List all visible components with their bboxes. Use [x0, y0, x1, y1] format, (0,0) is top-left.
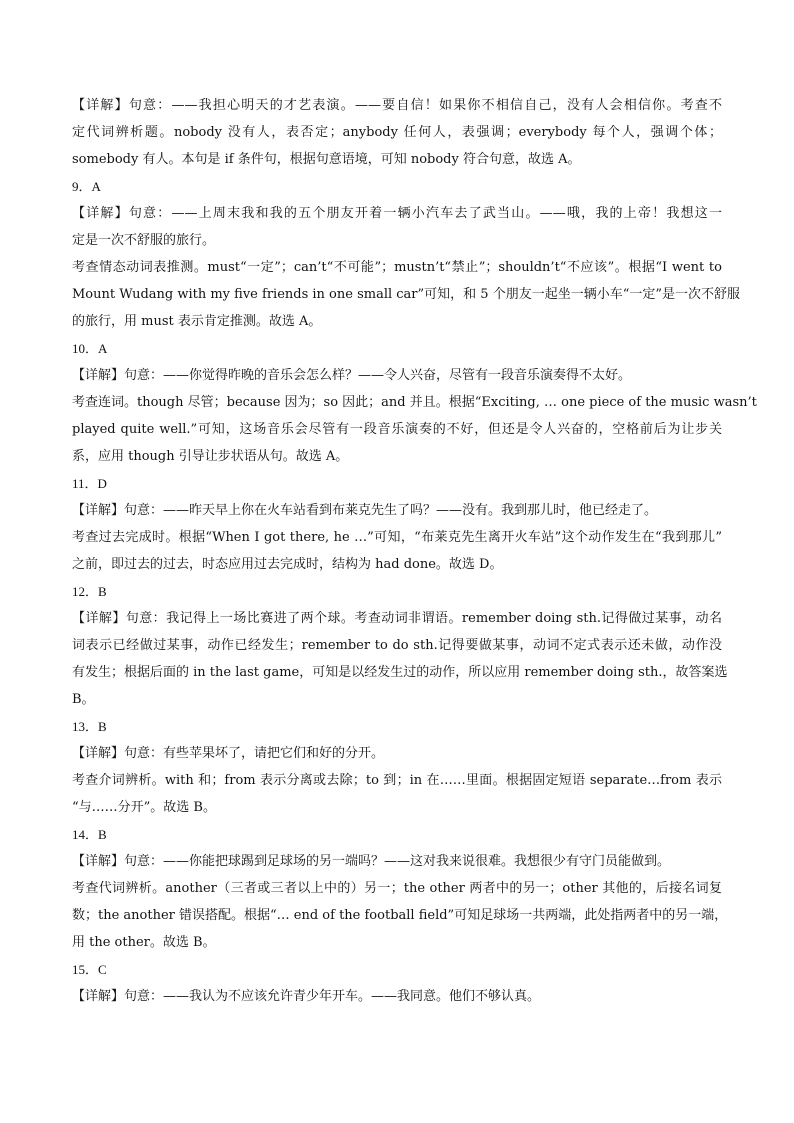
explanation-line: B。 — [72, 692, 95, 707]
question-number: 11．D — [72, 476, 107, 491]
explanation-line: 词表示已经做过某事，动作已经发生；remember to do sth.记得要做某事，动词不定式表示还未做，动作没 — [72, 638, 722, 653]
question-number: 13．B — [72, 719, 107, 734]
explanation-line: 【详解】句意：——我认为不应该允许青少年开车。——我同意。他们不够认真。 — [72, 989, 541, 1004]
explanation-paragraph — [72, 983, 722, 1010]
explanation-line: Mount Wudang with my five friends in one small car”可知，和 5 个朋友一起坐一辆小车“一定”是一次不舒服 — [72, 287, 740, 302]
explanation-paragraph — [72, 497, 722, 578]
explanation-line: somebody 有人。本句是 if 条件句，根据句意语境，可知 nobody 符合句意，故选 A。 — [72, 152, 581, 167]
explanation-line: 【详解】句意：我记得上一场比赛进了两个球。考查动词非谓语。remember doing sth.记得做过某事，动名 — [72, 611, 722, 626]
explanation-line: 【详解】句意：——我担心明天的才艺表演。——要自信！如果你不相信自己，没有人会相信你。考查不 — [72, 98, 722, 113]
explanation-line: “与……分开”。故选 B。 — [72, 800, 216, 815]
question-number: 12．B — [72, 584, 107, 599]
explanation-paragraph — [72, 362, 757, 470]
explanation-paragraph — [72, 200, 740, 335]
explanation-paragraph — [72, 848, 728, 956]
explanation-line: played quite well.”可知，这场音乐会尽管有一段音乐演奏的不好，但还是令人兴奋的，空格前后为让步关 — [72, 422, 722, 437]
explanation-line: 考查情态动词表推测。must“一定”；can’t“不可能”；mustn’t“禁止”；shouldn’t“不应该”。根据“I went to — [72, 260, 722, 275]
answer-explanations-page — [72, 92, 757, 1010]
explanation-line: 【详解】句意：——你觉得昨晚的音乐会怎么样？——令人兴奋，尽管有一段音乐演奏得不太好。 — [72, 368, 632, 383]
explanation-line: 用 the other。故选 B。 — [72, 935, 216, 950]
question-number: 14．B — [72, 827, 107, 842]
question-number: 15．C — [72, 962, 107, 977]
explanation-line: 有发生；根据后面的 in the last game，可知是以经发生过的动作，所以应用 remember doing sth.，故答案选 — [72, 665, 728, 680]
explanation-line: 考查连词。though 尽管；because 因为；so 因此；and 并且。根据“Exciting, … one piece of the music wasn’t — [72, 395, 757, 410]
explanation-line: 定代词辨析题。nobody 没有人，表否定；anybody 任何人，表强调；everybody 每个人，强调个体； — [72, 125, 722, 140]
explanation-line: 考查介词辨析。with 和；from 表示分离或去除；to 到；in 在……里面。根据固定短语 separate…from 表示 — [72, 773, 722, 788]
explanation-line: 【详解】句意：——昨天早上你在火车站看到布莱克先生了吗？——没有。我到那儿时，他已经走了。 — [72, 503, 658, 518]
explanation-line: 【详解】句意：——上周末我和我的五个朋友开着一辆小汽车去了武当山。——哦，我的上帝！我想这一 — [72, 206, 722, 221]
explanation-line: 考查代词辨析。another（三者或三者以上中的）另一；the other 两者中的另一；other 其他的，后接名词复 — [72, 881, 722, 896]
explanation-paragraph — [72, 92, 722, 173]
explanation-line: 之前，即过去的过去，时态应用过去完成时，结构为 had done。故选 D。 — [72, 557, 503, 572]
explanation-line: 【详解】句意：——你能把球踢到足球场的另一端吗？——这对我来说很难。我想很少有守门员能做到。 — [72, 854, 671, 869]
explanation-line: 系，应用 though 引导让步状语从句。故选 A。 — [72, 449, 349, 464]
question-number: 9．A — [72, 179, 101, 194]
explanation-line: 数；the another 错误搭配。根据“… end of the football field”可知足球场一共两端，此处指两者中的另一端， — [72, 908, 728, 923]
explanation-line: 考查过去完成时。根据“When I got there, he …”可知，“布莱克先生离开火车站”这个动作发生在“我到那儿” — [72, 530, 722, 545]
explanation-line: 【详解】句意：有些苹果坏了，请把它们和好的分开。 — [72, 746, 385, 761]
explanation-paragraph — [72, 740, 722, 821]
explanation-line: 的旅行，用 must 表示肯定推测。故选 A。 — [72, 314, 322, 329]
explanation-paragraph — [72, 605, 728, 713]
explanation-line: 定是一次不舒服的旅行。 — [72, 233, 216, 248]
question-number: 10．A — [72, 341, 108, 356]
